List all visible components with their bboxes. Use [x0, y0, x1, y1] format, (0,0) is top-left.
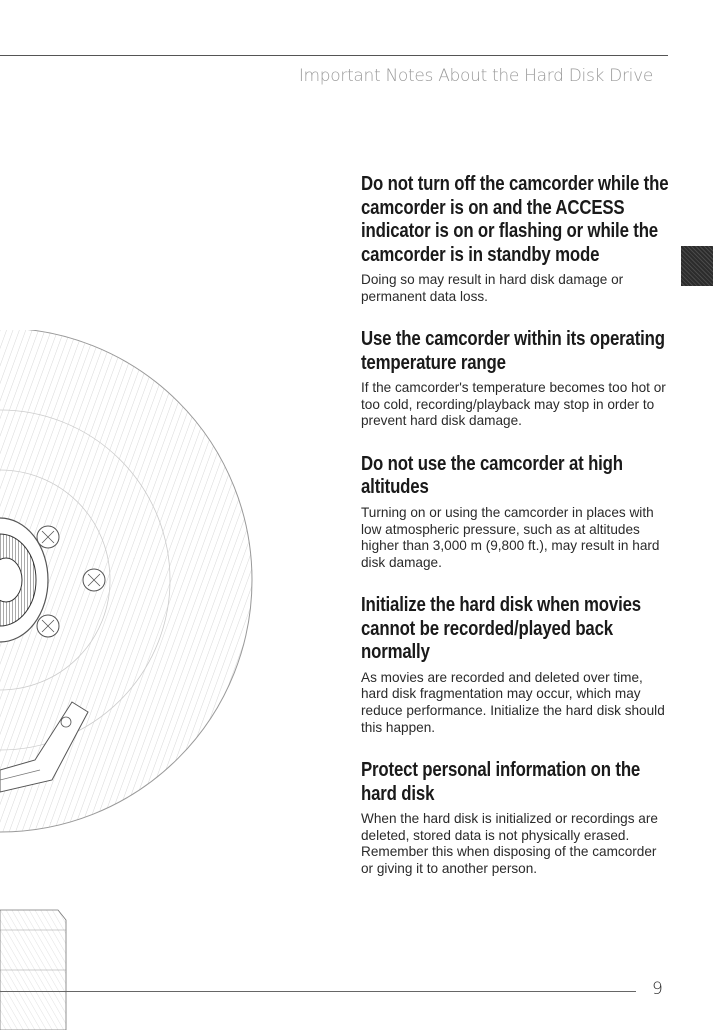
section-body: Doing so may result in hard disk damage or permanent data loss.: [361, 272, 624, 304]
footer-rule: [0, 991, 636, 992]
hard-disk-illustration: [0, 330, 260, 1030]
section-heading: Use the camcorder within its operating temperature range: [361, 327, 665, 374]
header-rule: [0, 55, 668, 56]
section-body: When the hard disk is initialized or recordings are deleted, stored data is not physically erased. Remember this when disposing of the camcorder or giving it to another person.: [361, 811, 658, 876]
section-heading: Do not turn off the camcorder while the camcorder is on and the ACCESS indicator is on or flashing or while the camcorder is in standby mode: [361, 172, 669, 266]
section-body: As movies are recorded and deleted over time, hard disk fragmentation may occur, which may reduce performance. Initialize the hard disk should this happen.: [361, 669, 665, 735]
section-body: If the camcorder's temperature becomes too hot or too cold, recording/playback may stop in order to prevent hard disk damage.: [361, 380, 666, 429]
note-section: [361, 593, 671, 736]
note-section: [361, 452, 671, 571]
page-number: 9: [652, 979, 663, 999]
note-section: [361, 172, 671, 305]
section-heading: Do not use the camcorder at high altitudes: [361, 451, 623, 499]
note-section: [361, 327, 671, 430]
section-body: Turning on or using the camcorder in places with low atmospheric pressure, such as at altitudes higher than 3,000 m (9,800 ft.), may result in hard disk damage.: [361, 504, 660, 570]
note-section: [361, 758, 671, 877]
page-header-title: Important Notes About the Hard Disk Drive: [298, 66, 653, 86]
main-content: [361, 172, 671, 900]
chapter-tab-marker: [681, 246, 713, 286]
section-heading: Protect personal information on the hard disk: [361, 758, 641, 805]
section-heading: Initialize the hard disk when movies cannot be recorded/played back normally: [361, 593, 641, 664]
